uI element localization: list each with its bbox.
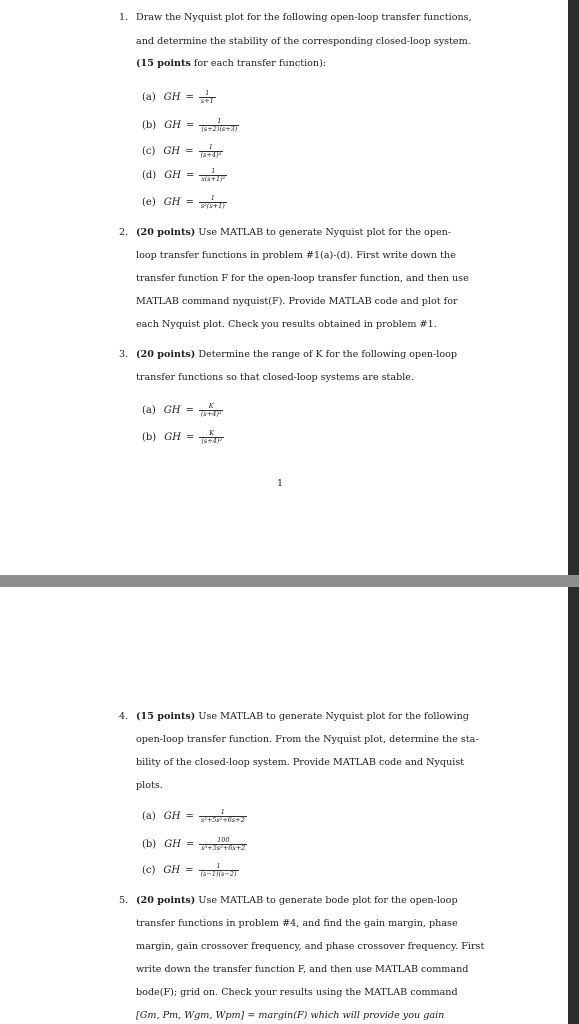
q2-line-5: each Nyquist plot. Check you results obtained in problem #1. xyxy=(136,319,437,330)
item-label: (c) xyxy=(142,145,156,157)
equals-sign: = xyxy=(185,810,194,822)
q4-line-2: open-loop transfer function. From the Nyquist plot, determine the sta- xyxy=(136,734,479,745)
item-label: (b) xyxy=(142,838,157,850)
gh-symbol: GH xyxy=(164,838,181,850)
q1-line-3 xyxy=(136,58,326,70)
equals-sign: = xyxy=(185,838,195,850)
q1-line-1: Draw the Nyquist plot for the following open-loop transfer functions, xyxy=(136,12,472,23)
q4-line-1-text: Use MATLAB to generate Nyquist plot for the following xyxy=(198,711,469,722)
equals-sign: = xyxy=(185,196,194,208)
q1-item-a xyxy=(142,90,216,105)
denominator: (s+4)² xyxy=(201,437,222,445)
q4-points: (15 points) xyxy=(136,711,196,722)
item-label: (b) xyxy=(142,431,157,443)
q4-line-3: bility of the closed-loop system. Provide MATLAB code and Nyquist xyxy=(136,757,465,768)
gh-symbol: GH xyxy=(163,196,181,208)
fraction xyxy=(199,403,224,418)
denominator: s²(s+1) xyxy=(200,202,225,210)
numerator: K xyxy=(209,429,215,437)
denominator: s³+5s²+6s+2 xyxy=(201,844,246,852)
fraction xyxy=(199,863,239,878)
fraction xyxy=(199,837,247,852)
fraction xyxy=(199,195,227,210)
numerator: K xyxy=(208,402,214,410)
page-edge-shadow xyxy=(568,587,579,1024)
q1-item-b xyxy=(142,118,239,133)
item-label: (a) xyxy=(142,404,156,416)
gh-symbol: GH xyxy=(163,864,181,876)
q2-line-4: MATLAB command nyquist(F). Provide MATLAB code and plot for xyxy=(136,296,458,307)
denominator: s+1 xyxy=(200,97,214,105)
gh-symbol: GH xyxy=(163,91,181,103)
q5-line-6: [Gm, Pm, Wgm, Wpm] = margin(F) which will provide you gain xyxy=(136,1010,445,1021)
q1-line-2: and determine the stability of the corresponding closed-loop system. xyxy=(136,36,471,47)
q1-points: (15 points xyxy=(136,58,191,69)
q3-points: (20 points) xyxy=(136,349,196,360)
q5-line-2: transfer functions in problem #4, and find the gain margin, phase xyxy=(136,918,458,929)
item-label: (a) xyxy=(142,91,156,103)
item-label: (b) xyxy=(142,119,157,131)
item-label: (a) xyxy=(142,810,156,822)
q3-line-1-text: Determine the range of K for the following open-loop xyxy=(198,349,458,360)
equals-sign: = xyxy=(185,404,194,416)
q3-item-b xyxy=(142,430,224,445)
equals-sign: = xyxy=(185,91,194,103)
q3-number: 3. xyxy=(119,349,129,360)
q5-points: (20 points) xyxy=(136,895,196,906)
q2-line-2: loop transfer functions in problem #1(a)-(d). First write down the xyxy=(136,250,456,261)
q4-item-a xyxy=(142,809,247,824)
gh-symbol: GH xyxy=(164,119,181,131)
q4-item-c xyxy=(142,863,239,878)
item-label: (d) xyxy=(142,169,157,181)
denominator: s(s+1)² xyxy=(201,175,226,183)
fraction xyxy=(199,430,224,445)
gh-symbol: GH xyxy=(163,810,181,822)
fraction xyxy=(199,118,239,133)
q5-line-4: write down the transfer function F, and then use MATLAB command xyxy=(136,964,469,975)
fraction xyxy=(199,809,247,824)
q1-line-3-text: for each transfer function): xyxy=(193,58,327,69)
numerator: 1 xyxy=(211,167,216,175)
numerator: 1 xyxy=(205,89,210,97)
gh-symbol: GH xyxy=(164,431,181,443)
item-label: (e) xyxy=(142,196,156,208)
q4-number: 4. xyxy=(119,711,129,722)
numerator: 1 xyxy=(217,117,222,125)
equals-sign: = xyxy=(185,119,195,131)
equals-sign: = xyxy=(185,431,195,443)
document-page-2 xyxy=(0,587,568,1024)
numerator: 1 xyxy=(220,808,225,816)
gh-symbol: GH xyxy=(164,169,181,181)
fraction xyxy=(199,90,216,105)
denominator: s³+5s²+6s+2 xyxy=(200,816,245,824)
q2-points: (20 points) xyxy=(136,227,196,238)
q5-line-5: bode(F); grid on. Check your results using the MATLAB command xyxy=(136,987,458,998)
fraction xyxy=(199,144,224,159)
equals-sign: = xyxy=(185,145,194,157)
page-edge-shadow xyxy=(568,0,579,575)
denominator: (s+4)³ xyxy=(200,151,222,159)
numerator: 1 xyxy=(210,194,215,202)
numerator: 100 xyxy=(217,836,230,844)
q2-line-3: transfer function F for the open-loop transfer function, and then use xyxy=(136,273,469,284)
q2-line-1-text: Use MATLAB to generate Nyquist plot for the open- xyxy=(198,227,452,238)
denominator: (s−1)(s−2) xyxy=(200,870,237,878)
q2-line-1 xyxy=(136,227,451,239)
numerator: 1 xyxy=(208,143,213,151)
fraction xyxy=(199,168,227,183)
denominator: (s+4)³ xyxy=(200,410,222,418)
q3-line-1 xyxy=(136,349,457,361)
q4-line-4: plots. xyxy=(136,780,163,791)
q3-item-a xyxy=(142,403,223,418)
equals-sign: = xyxy=(185,169,195,181)
q1-item-c xyxy=(142,144,223,159)
q5-line-3: margin, gain crossover frequency, and phase crossover frequency. First xyxy=(136,941,485,952)
denominator: (s+2)(s+3) xyxy=(201,125,238,133)
gh-symbol: GH xyxy=(163,404,181,416)
equals-sign: = xyxy=(185,864,194,876)
item-label: (c) xyxy=(142,864,156,876)
q3-line-2: transfer functions so that closed-loop systems are stable. xyxy=(136,372,415,383)
q4-line-1 xyxy=(136,711,469,723)
page-number: 1 xyxy=(277,478,284,489)
gh-symbol: GH xyxy=(163,145,181,157)
q5-number: 5. xyxy=(119,895,129,906)
q1-item-e xyxy=(142,195,227,210)
q2-number: 2. xyxy=(119,227,129,238)
q4-item-b xyxy=(142,837,247,852)
numerator: 1 xyxy=(216,862,221,870)
q5-line-1 xyxy=(136,895,458,907)
q1-item-d xyxy=(142,168,227,183)
q5-line-1-text: Use MATLAB to generate bode plot for the open-loop xyxy=(198,895,458,906)
q1-number: 1. xyxy=(119,12,129,23)
